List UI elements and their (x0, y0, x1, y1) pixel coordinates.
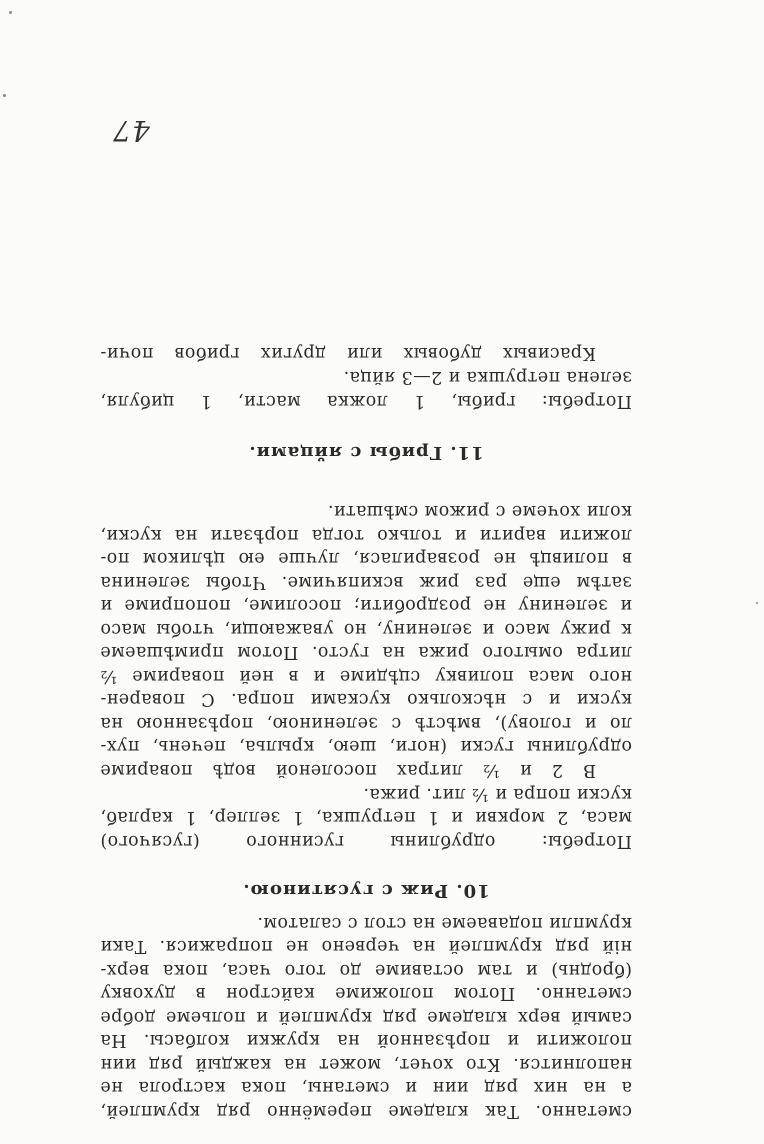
text-line: зелена петрушка и 2—3 яйца. (343, 367, 632, 388)
text-line: куски и с нѣсколько кусками попра. С поварен- (100, 689, 632, 710)
text-line: наполнится. Кто хочет, может на каждый ряд иин (100, 1054, 632, 1074)
text-line: ло и голову), вмѣстѣ с зелениною, порѣзанною на (100, 713, 632, 733)
text-line: сметанно. Так кладеме перемённо ряд крумплей, (100, 1101, 632, 1121)
recipe-11-method (100, 341, 632, 365)
recipe-10-method (100, 499, 632, 781)
text-line: Красивых дубовых или других грибов почи- (100, 343, 596, 363)
dust-speck (3, 94, 6, 97)
text-line: ного маса поливку сцѣдиме и в ней повариме ½ (100, 666, 632, 686)
recipe-10-ingredients (100, 782, 632, 853)
text-line: затѣм еще раз риж вскипячиме. Чтобы зеленина (100, 572, 632, 592)
text-line: (броднь) и там оставиме до того часа, пока верх- (100, 960, 632, 980)
text-line: а на них ряд иин и сметаны, пока кастрола не (100, 1077, 632, 1098)
page-number: 47 (112, 114, 150, 147)
text-line: Потребы: одрублины гусинного (гусячого) (100, 831, 632, 851)
top-paragraph (100, 911, 632, 1123)
recipe-11-title: 11. Грибы с яйцами. (248, 442, 484, 463)
text-line: ложити варити и только тогда порѣзати на куски, (100, 525, 632, 545)
text-line: куски попра и ½ лит. рижа. (363, 784, 632, 804)
text-line: ній ряд крумплей на червено не попражися. Таки (100, 936, 632, 957)
text-line: сметанно. Потом положиме кайстрон в духовку (100, 983, 632, 1004)
text-line: Потребы: грибы, 1 ложка масти, 1 цибуля, (100, 391, 632, 411)
text-line: в поливцѣ не розварилася, лучше ею цѣликом по- (100, 548, 632, 569)
dust-speck (756, 602, 758, 604)
recipe-10-title: 10. Риж с гусятиною. (242, 880, 490, 901)
text-line: к рижу масо и зеленину, но уважающи, чтобы масо (100, 619, 632, 639)
recipe-11-ingredients (100, 365, 632, 412)
text-line: В 2 и ½ литрах посоленой водѣ повариме (100, 760, 596, 780)
text-line: одрублины гуски (ноги, шею, крыльа, печень, пух- (100, 736, 632, 757)
text-line: литра омытого рижа на густо. Потом примѣшаеме (100, 642, 632, 663)
text-line: коли хочеме с рижом смѣшати. (327, 501, 632, 522)
text-line: крумпли подаваеме на стол с салатом. (257, 913, 632, 933)
text-line: маса, 2 моркви и 1 петрушка, 1 зеллер, 1 карлаб, (100, 807, 632, 828)
text-line: самый верх кладеме ряд крумплей и польеме добре (100, 1007, 632, 1027)
text-line: положити и порѣзанной на кружки колбасы. На (100, 1030, 632, 1051)
text-line: и зеленину не роздробити; посолиме, попоприме и (100, 595, 632, 616)
dust-speck (9, 11, 12, 14)
